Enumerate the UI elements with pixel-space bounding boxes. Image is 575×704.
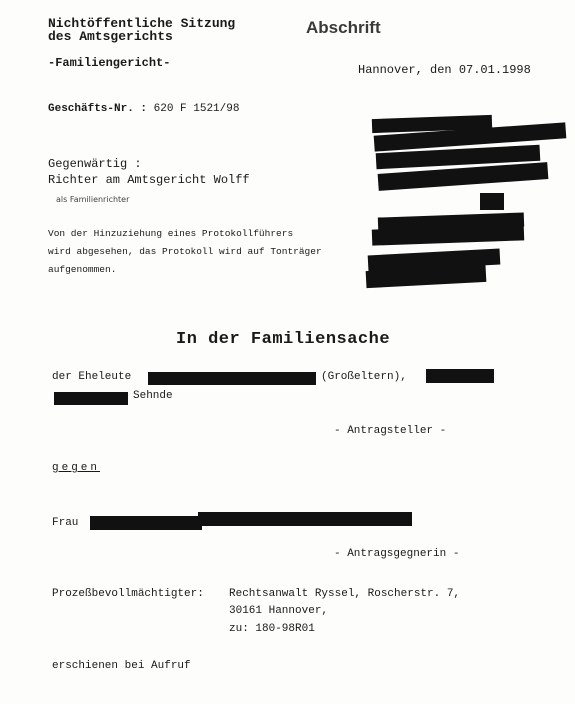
counsel-label: Prozeßbevollmächtigter: bbox=[52, 588, 204, 600]
case-number-label: Geschäfts-Nr. : bbox=[48, 103, 148, 115]
protocol-note-line3: aufgenommen. bbox=[48, 264, 117, 275]
session-title-line1: Nichtöffentliche Sitzung bbox=[48, 16, 236, 31]
case-number-row bbox=[48, 103, 239, 115]
counsel-line3: zu: 180-98R01 bbox=[229, 623, 315, 635]
redaction-bar bbox=[54, 392, 128, 405]
redaction-bar bbox=[90, 516, 202, 530]
counsel-line2: 30161 Hannover, bbox=[229, 605, 329, 617]
present-label: Gegenwärtig : bbox=[48, 157, 142, 171]
redaction-bar bbox=[480, 193, 504, 210]
applicants-city: Sehnde bbox=[133, 390, 173, 402]
copy-stamp: Abschrift bbox=[306, 18, 381, 37]
counsel-line1: Rechtsanwalt Ryssel, Roscherstr. 7, bbox=[229, 588, 461, 600]
respondent-role: - Antragsgegnerin - bbox=[334, 548, 460, 560]
redaction-bar bbox=[148, 372, 316, 385]
matter-heading: In der Familiensache bbox=[176, 330, 391, 349]
place-date: Hannover, den 07.01.1998 bbox=[358, 63, 531, 77]
court-division: -Familiengericht- bbox=[48, 56, 171, 70]
applicants-relation: (Großeltern), bbox=[321, 371, 407, 383]
case-number: 620 F 1521/98 bbox=[153, 103, 240, 115]
judge-role-handwritten: als Familienrichter bbox=[56, 195, 130, 204]
applicant-role: - Antragsteller - bbox=[334, 425, 447, 437]
judge-name: Richter am Amtsgericht Wolff bbox=[48, 173, 250, 187]
session-title-line2: des Amtsgerichts bbox=[48, 29, 173, 44]
applicants-prefix: der Eheleute bbox=[52, 371, 132, 383]
appearance-note: erschienen bei Aufruf bbox=[52, 660, 191, 672]
redaction-bar bbox=[426, 369, 494, 383]
versus-label: gegen bbox=[52, 462, 101, 474]
protocol-note-line1: Von der Hinzuziehung eines Protokollführers bbox=[48, 228, 294, 239]
respondent-prefix: Frau bbox=[52, 517, 79, 529]
protocol-note-line2: wird abgesehen, das Protokoll wird auf Tonträger bbox=[48, 246, 322, 257]
redaction-bar bbox=[198, 512, 412, 526]
